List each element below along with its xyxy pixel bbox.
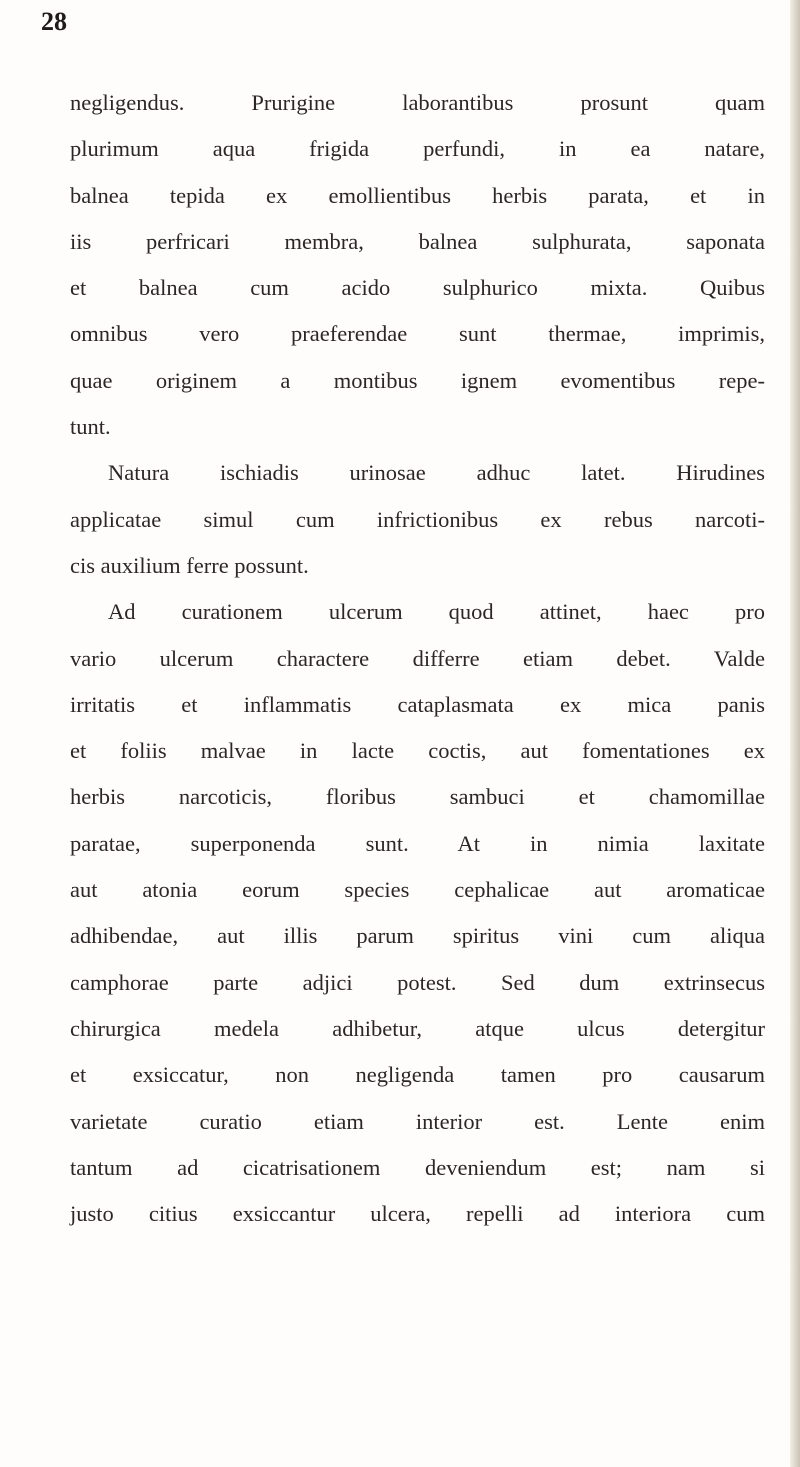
text-line: justo citius exsiccantur ulcera, repelli ad interiora cum [70,1201,765,1227]
text-line: irritatis et inflammatis cataplasmata ex mica panis [70,691,765,717]
body-text [70,80,765,1237]
text-line: et exsiccatur, non negligenda tamen pro causarum [70,1062,765,1088]
text-line: plurimum aqua frigida perfundi, in ea natare, [70,136,765,162]
text-line: paratae, superponenda sunt. At in nimia laxitate [70,830,765,856]
paragraph-end-line: tunt. [70,414,111,440]
page-number: 28 [41,7,67,36]
page-edge-shadow [790,0,800,1467]
text-line: quae originem a montibus ignem evomentibus repe- [70,367,765,393]
text-line: vario ulcerum charactere differre etiam debet. Valde [70,645,765,671]
text-line: applicatae simul cum infrictionibus ex rebus narcoti- [70,506,765,532]
paragraph-start-line: Ad curationem ulcerum quod attinet, haec pro [108,599,765,625]
text-line: et foliis malvae in lacte coctis, aut fomentationes ex [70,738,765,764]
text-line: chirurgica medela adhibetur, atque ulcus detergitur [70,1015,765,1041]
text-line: aut atonia eorum species cephalicae aut aromaticae [70,877,765,903]
text-line: iis perfricari membra, balnea sulphurata, saponata [70,228,765,254]
text-line: varietate curatio etiam interior est. Lente enim [70,1108,765,1134]
text-line: negligendus. Prurigine laborantibus prosunt quam [70,90,765,115]
text-line: et balnea cum acido sulphurico mixta. Quibus [70,275,765,301]
text-line: adhibendae, aut illis parum spiritus vini cum aliqua [70,923,765,949]
text-line: camphorae parte adjici potest. Sed dum extrinsecus [70,969,765,995]
paragraph-start-line: Natura ischiadis urinosae adhuc latet. Hirudines [108,460,765,486]
text-line: balnea tepida ex emollientibus herbis parata, et in [70,182,765,208]
text-line: tantum ad cicatrisationem deveniendum est; nam si [70,1154,765,1180]
text-line: omnibus vero praeferendae sunt thermae, imprimis, [70,321,765,347]
paragraph-end-line: cis auxilium ferre possunt. [70,552,309,578]
text-line: herbis narcoticis, floribus sambuci et chamomillae [70,784,765,810]
